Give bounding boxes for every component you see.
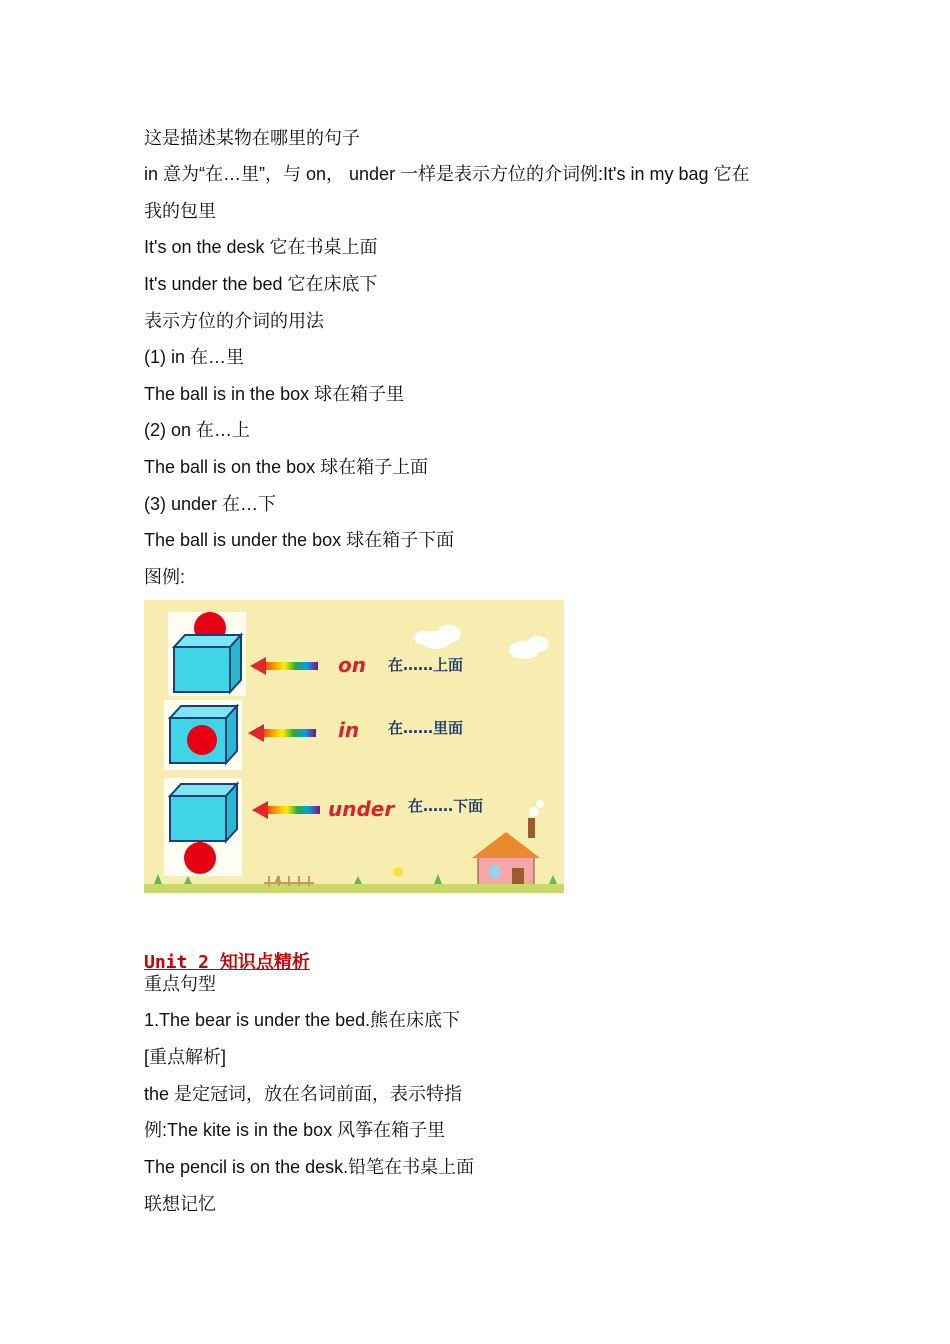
text-line: 1.The bear is under the bed.熊在床底下 (144, 1010, 461, 1030)
text-line: It's under the bed 它在床底下 (144, 274, 378, 294)
label-on-cn: 在……上面 (388, 656, 464, 674)
cube-ball-in-icon (170, 706, 237, 763)
text-line: 重点句型 (144, 974, 216, 994)
chick-icon (393, 867, 403, 877)
text-line: 图例: (144, 567, 186, 587)
text-line: The ball is in the box 球在箱子里 (144, 384, 405, 404)
text-line: the 是定冠词，放在名词前面，表示特指 (144, 1084, 463, 1104)
text-line: The ball is on the box 球在箱子上面 (144, 457, 429, 477)
text-line: [重点解析] (144, 1047, 227, 1067)
text-line: 表示方位的介词的用法 (144, 311, 324, 331)
label-in-cn: 在……里面 (388, 719, 464, 737)
label-on: on (338, 653, 366, 677)
text-line: The pencil is on the desk.铅笔在书桌上面 (144, 1157, 475, 1177)
text-line: 联想记忆 (144, 1194, 216, 1214)
text-line: (1) in 在…里 (144, 347, 245, 367)
label-under: under (328, 797, 395, 821)
label-under-cn: 在……下面 (408, 797, 484, 815)
unit-heading: Unit 2 知识点精析 (144, 952, 310, 973)
text-line: It's on the desk 它在书桌上面 (144, 237, 378, 257)
text-line: (2) on 在…上 (144, 420, 251, 440)
text-line: (3) under 在…下 (144, 494, 277, 514)
label-in: in (338, 718, 360, 742)
text-line: 我的包里 (144, 201, 216, 221)
text-line: 这是描述某物在哪里的句子 (144, 128, 360, 148)
prepositions-illustration (144, 600, 564, 893)
text-line: in 意为“在…里”，与 on， under 一样是表示方位的介词例:It's in my bag 它在 (144, 164, 750, 184)
text-line: 例:The kite is in the box 风筝在箱子里 (144, 1120, 446, 1140)
text-line: The ball is under the box 球在箱子下面 (144, 530, 455, 550)
